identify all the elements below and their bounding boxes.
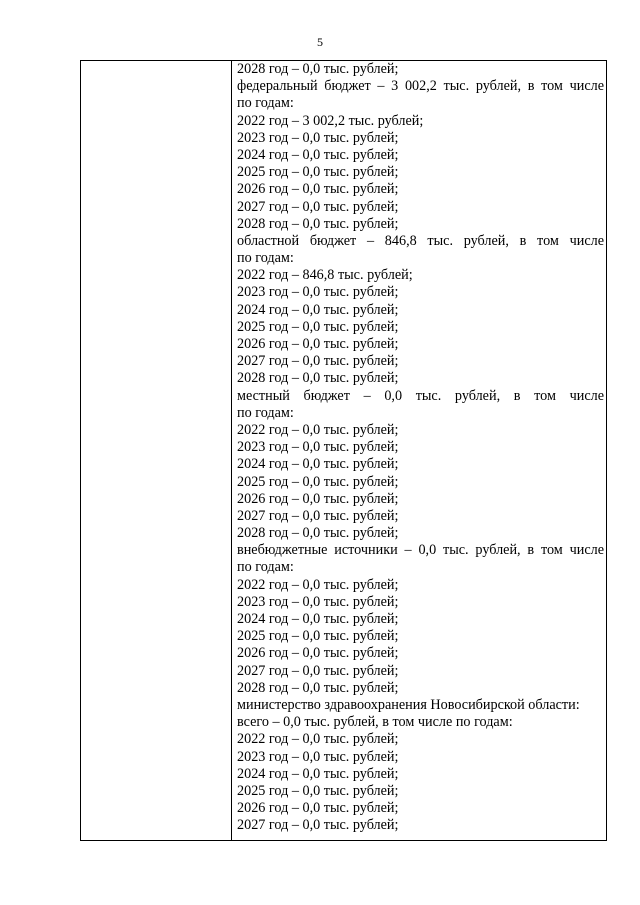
text-line: 2022 год – 0,0 тыс. рублей; [237,421,399,438]
text-line: 2025 год – 0,0 тыс. рублей; [237,473,399,490]
text-line: по годам: [237,559,294,576]
text-line: 2027 год – 0,0 тыс. рублей; [237,662,399,679]
text-line: 2027 год – 0,0 тыс. рублей; [237,507,399,524]
text-line: по годам: [237,404,294,421]
text-line: 2024 год – 0,0 тыс. рублей; [237,611,399,627]
text-line: 2028 год – 0,0 тыс. рублей; [237,370,399,387]
text-line: 2025 год – 0,0 тыс. рублей; [237,318,399,335]
text-line: 2023 год – 0,0 тыс. рублей; [237,593,399,610]
text-line: местный бюджет – 0,0 тыс. рублей, в том числе [237,387,604,404]
text-line: 2025 год – 0,0 тыс. рублей; [237,164,399,181]
table-left-cell [81,61,232,840]
text-line: 2026 год – 0,0 тыс. рублей; [237,181,399,198]
text-line: 2027 год – 0,0 тыс. рублей; [237,817,399,834]
text-line: 2024 год – 0,0 тыс. рублей; [237,301,399,318]
text-line: министерство здравоохранения Новосибирской области: [237,696,580,713]
text-line: 2027 год – 0,0 тыс. рублей; [237,198,399,215]
text-line: 2023 год – 0,0 тыс. рублей; [237,439,399,456]
text-line: 2022 год – 3 002,2 тыс. рублей; [237,112,424,129]
text-line: 2022 год – 0,0 тыс. рублей; [237,731,399,748]
text-line: 2027 год – 0,0 тыс. рублей; [237,353,399,370]
text-line: по годам: [237,250,294,267]
document-table [80,60,607,841]
text-line: 2026 год – 0,0 тыс. рублей; [237,800,399,817]
text-line: 2023 год – 0,0 тыс. рублей; [237,748,399,765]
text-line: всего – 0,0 тыс. рублей, в том числе по годам: [237,714,513,731]
text-line: 2024 год – 0,0 тыс. рублей; [237,456,399,473]
text-line: 2023 год – 0,0 тыс. рублей; [237,284,399,301]
page-number: 5 [317,35,323,49]
text-line: 2022 год – 846,8 тыс. рублей; [237,267,413,284]
table-right-cell [232,61,606,840]
text-line: по годам: [237,95,294,112]
text-line: 2026 год – 0,0 тыс. рублей; [237,336,399,352]
text-line: 2026 год – 0,0 тыс. рублей; [237,645,399,662]
text-line: 2024 год – 0,0 тыс. рублей; [237,146,399,163]
text-line: 2028 год – 0,0 тыс. рублей; [237,679,399,696]
text-line: 2025 год – 0,0 тыс. рублей; [237,628,399,645]
text-line: 2028 год – 0,0 тыс. рублей; [237,61,399,77]
text-line: 2024 год – 0,0 тыс. рублей; [237,765,399,782]
text-line: 2028 год – 0,0 тыс. рублей; [237,215,399,232]
text-line: 2023 год – 0,0 тыс. рублей; [237,129,399,146]
text-line: 2025 год – 0,0 тыс. рублей; [237,782,399,799]
text-line: внебюджетные источники – 0,0 тыс. рублей, в том числе [237,542,604,559]
text-line: 2026 год – 0,0 тыс. рублей; [237,490,399,507]
text-line: 2028 год – 0,0 тыс. рублей; [237,525,399,542]
text-line: федеральный бюджет – 3 002,2 тыс. рублей, в том числе [237,78,604,95]
text-line: 2022 год – 0,0 тыс. рублей; [237,576,399,593]
text-line: областной бюджет – 846,8 тыс. рублей, в том числе [237,232,604,249]
